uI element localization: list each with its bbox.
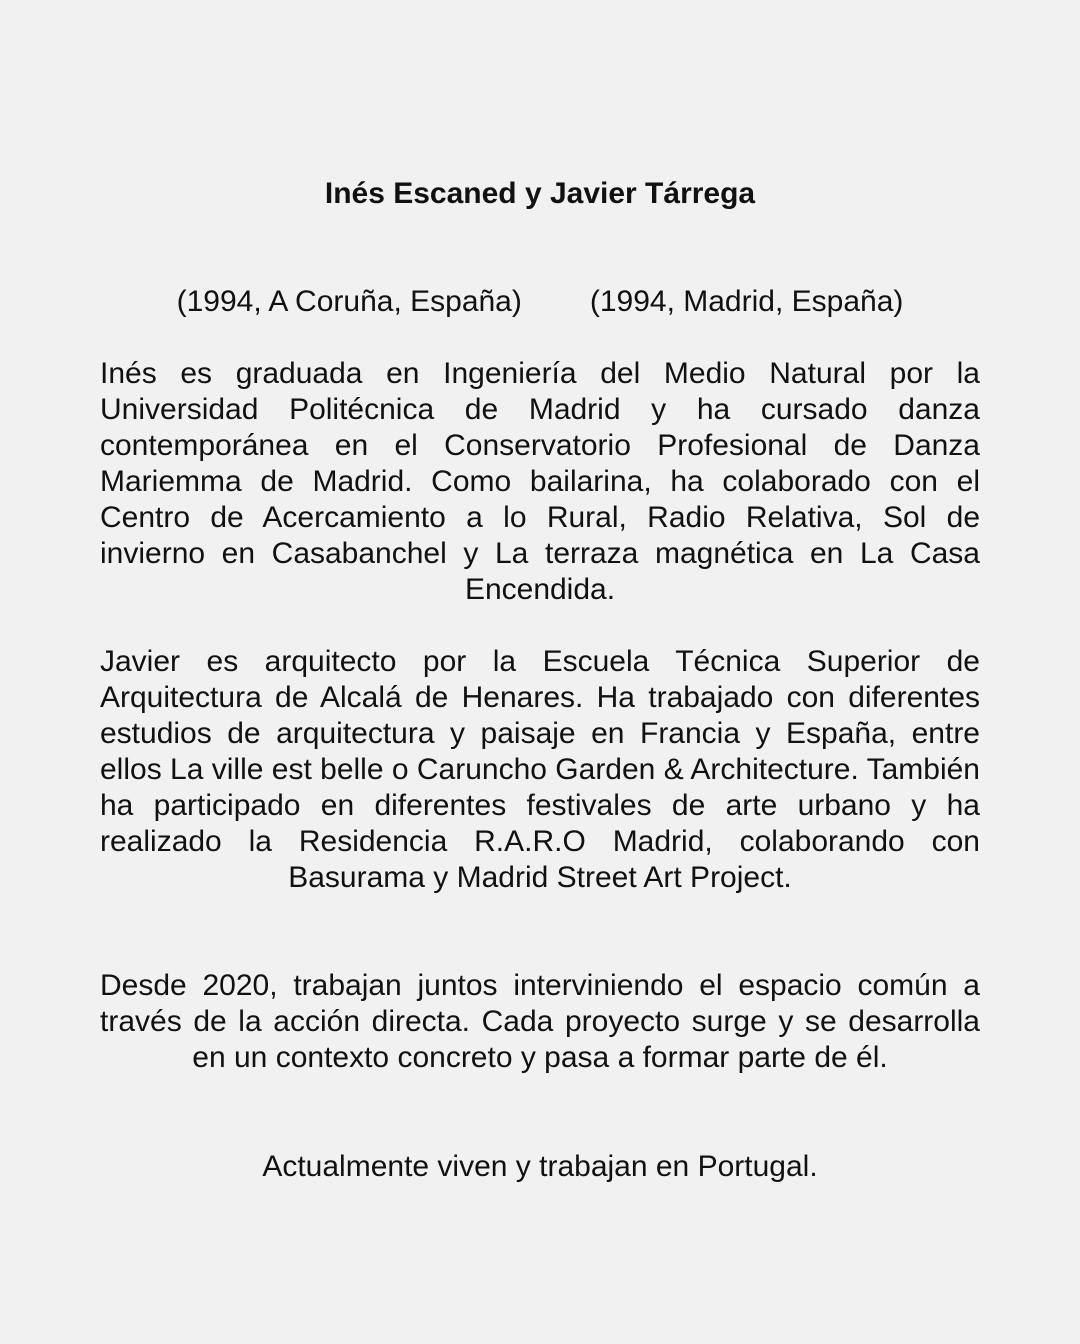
page-title: Inés Escaned y Javier Tárrega xyxy=(324,177,756,210)
paragraph-javier: Javier es arquitecto por la Escuela Técnica Superior de Arquitectura de Alcalá de Henares. Ha trabajado con diferentes estudios de arquitectura y paisaje en Francia y España, entre ellos La ville est belle o Caruncho Garden & Architecture. También ha participado en diferentes festivales de arte urbano y ha realizado la Residencia R.A.R.O Madrid, colaborando con Basurama y Madrid Street Art Project. xyxy=(100,645,980,894)
origin-javier: (1994, Madrid, España) xyxy=(589,285,904,318)
paragraph-ines: Inés es graduada en Ingeniería del Medio Natural por la Universidad Politécnica de Madrid y ha cursado danza contemporánea en el Conservatorio Profesional de Danza Mariemma de Madrid. Como bailarina, ha colaborado con el Centro de Acercamiento a lo Rural, Radio Relativa, Sol de invierno en Casabanchel y La terraza magnética en La Casa Encendida. xyxy=(100,357,980,606)
paragraph-current: Actualmente viven y trabajan en Portugal. xyxy=(262,1150,818,1183)
origins-line xyxy=(0,282,1080,322)
paragraph-together: Desde 2020, trabajan juntos interviniendo el espacio común a través de la acción directa. Cada proyecto surge y se desarrolla en un contexto concreto y pasa a formar parte de él. xyxy=(100,969,980,1074)
origin-ines: (1994, A Coruña, España) xyxy=(176,285,522,318)
